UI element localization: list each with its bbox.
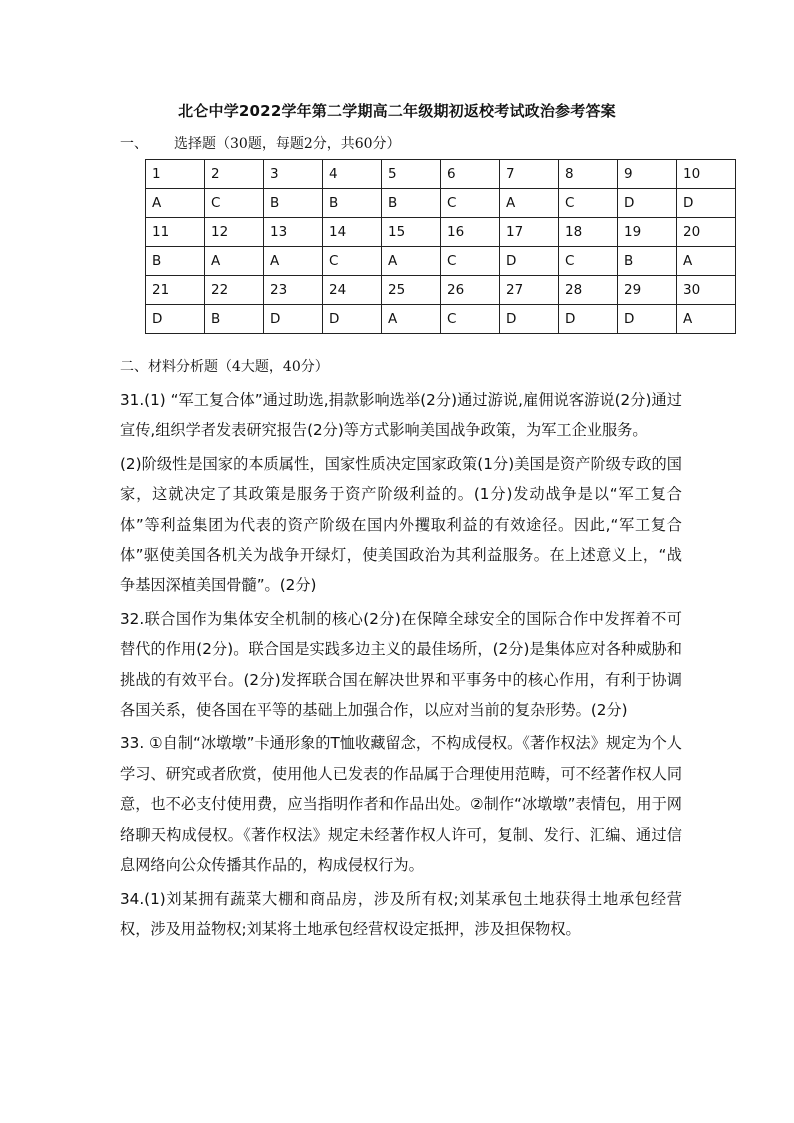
table-cell: 13: [264, 218, 323, 247]
table-row: [146, 189, 736, 218]
table-cell: D: [264, 305, 323, 334]
table-cell: D: [500, 247, 559, 276]
table-cell: A: [677, 247, 736, 276]
table-cell: 26: [441, 276, 500, 305]
table-cell: 25: [382, 276, 441, 305]
table-cell: D: [618, 305, 677, 334]
table-cell: 8: [559, 160, 618, 189]
table-cell: 27: [500, 276, 559, 305]
table-cell: 18: [559, 218, 618, 247]
table-cell: A: [382, 305, 441, 334]
table-cell: 16: [441, 218, 500, 247]
answer-text: [120, 385, 682, 947]
answer-table: [145, 159, 736, 334]
section-2-heading: 二、材料分析题（4大题，40分）: [120, 359, 329, 375]
table-cell: A: [677, 305, 736, 334]
table-cell: C: [559, 189, 618, 218]
table-cell: A: [146, 189, 205, 218]
table-cell: C: [205, 189, 264, 218]
table-cell: 4: [323, 160, 382, 189]
answer-31-2: (2)阶级性是国家的本质属性，国家性质决定国家政策(1分)美国是资产阶级专政的国家，这就决定了其政策是服务于资产阶级利益的。(1分)发动战争是以“军工复合体”等利益集团为代表的资产阶级在国内外攫取利益的有效途径。因此,“军工复合体”驱使美国各机关为战争开绿灯，使美国政治为其利益服务。在上述意义上，“战争基因深植美国骨髓”。(2分): [120, 454, 682, 595]
table-cell: C: [441, 189, 500, 218]
table-cell: 2: [205, 160, 264, 189]
section-1-number: 一、: [120, 136, 148, 152]
table-cell: C: [559, 247, 618, 276]
table-cell: 20: [677, 218, 736, 247]
table-cell: 15: [382, 218, 441, 247]
table-cell: B: [205, 305, 264, 334]
table-cell: A: [264, 247, 323, 276]
table-cell: 17: [500, 218, 559, 247]
table-cell: 5: [382, 160, 441, 189]
table-row: [146, 276, 736, 305]
table-cell: A: [382, 247, 441, 276]
table-cell: 12: [205, 218, 264, 247]
table-cell: A: [500, 189, 559, 218]
table-row: [146, 305, 736, 334]
table-cell: 23: [264, 276, 323, 305]
table-cell: 14: [323, 218, 382, 247]
table-row: [146, 247, 736, 276]
table-cell: 30: [677, 276, 736, 305]
table-cell: D: [677, 189, 736, 218]
table-cell: D: [323, 305, 382, 334]
table-cell: C: [441, 305, 500, 334]
table-cell: B: [618, 247, 677, 276]
table-cell: 1: [146, 160, 205, 189]
table-cell: 24: [323, 276, 382, 305]
answer-34: 34.(1)刘某拥有蔬菜大棚和商品房，涉及所有权;刘某承包土地获得土地承包经营权，涉及用益物权;刘某将土地承包经营权设定抵押，涉及担保物权。: [120, 889, 682, 938]
table-row: [146, 160, 736, 189]
table-cell: B: [382, 189, 441, 218]
table-cell: D: [500, 305, 559, 334]
document-title: 北仑中学2022学年第二学期高二年级期初返校考试政治参考答案: [178, 102, 616, 120]
table-cell: 3: [264, 160, 323, 189]
table-cell: 11: [146, 218, 205, 247]
answer-32: 32.联合国作为集体安全机制的核心(2分)在保障全球安全的国际合作中发挥着不可替代的作用(2分)。联合国是实践多边主义的最佳场所，(2分)是集体应对各种威胁和挑战的有效平台。(2分)发挥联合国在解决世界和平事务中的核心作用，有利于协调各国关系，使各国在平等的基础上加强合作，以应对当前的复杂形势。(2分): [120, 609, 682, 720]
table-cell: 29: [618, 276, 677, 305]
section-1-title: 选择题（30题，每题2分，共60分）: [174, 136, 401, 152]
table-cell: B: [146, 247, 205, 276]
table-cell: 22: [205, 276, 264, 305]
table-cell: 6: [441, 160, 500, 189]
table-cell: 28: [559, 276, 618, 305]
table-cell: B: [323, 189, 382, 218]
table-cell: A: [205, 247, 264, 276]
table-cell: D: [618, 189, 677, 218]
table-cell: D: [559, 305, 618, 334]
table-cell: B: [264, 189, 323, 218]
section-1-heading: [120, 133, 401, 153]
answer-31: 31.(1) “军工复合体”通过助选,捐款影响选举(2分)通过游说,雇佣说客游说(2分)通过宣传,组织学者发表研究报告(2分)等方式影响美国战争政策，为军工企业服务。: [120, 391, 682, 440]
table-cell: 19: [618, 218, 677, 247]
table-cell: 7: [500, 160, 559, 189]
table-cell: 9: [618, 160, 677, 189]
table-row: [146, 218, 736, 247]
table-cell: C: [323, 247, 382, 276]
table-cell: C: [441, 247, 500, 276]
answer-33: 33. ①自制“冰墩墩”卡通形象的T恤收藏留念，不构成侵权。《著作权法》规定为个人学习、研究或者欣赏，使用他人已发表的作品属于合理使用范畴，可不经著作权人同意，也不必支付使用费，应当指明作者和作品出处。②制作“冰墩墩”表情包，用于网络聊天构成侵权。《著作权法》规定未经著作权人许可，复制、发行、汇编、通过信息网络向公众传播其作品的，构成侵权行为。: [120, 734, 682, 875]
table-cell: 21: [146, 276, 205, 305]
table-cell: D: [146, 305, 205, 334]
table-cell: 10: [677, 160, 736, 189]
